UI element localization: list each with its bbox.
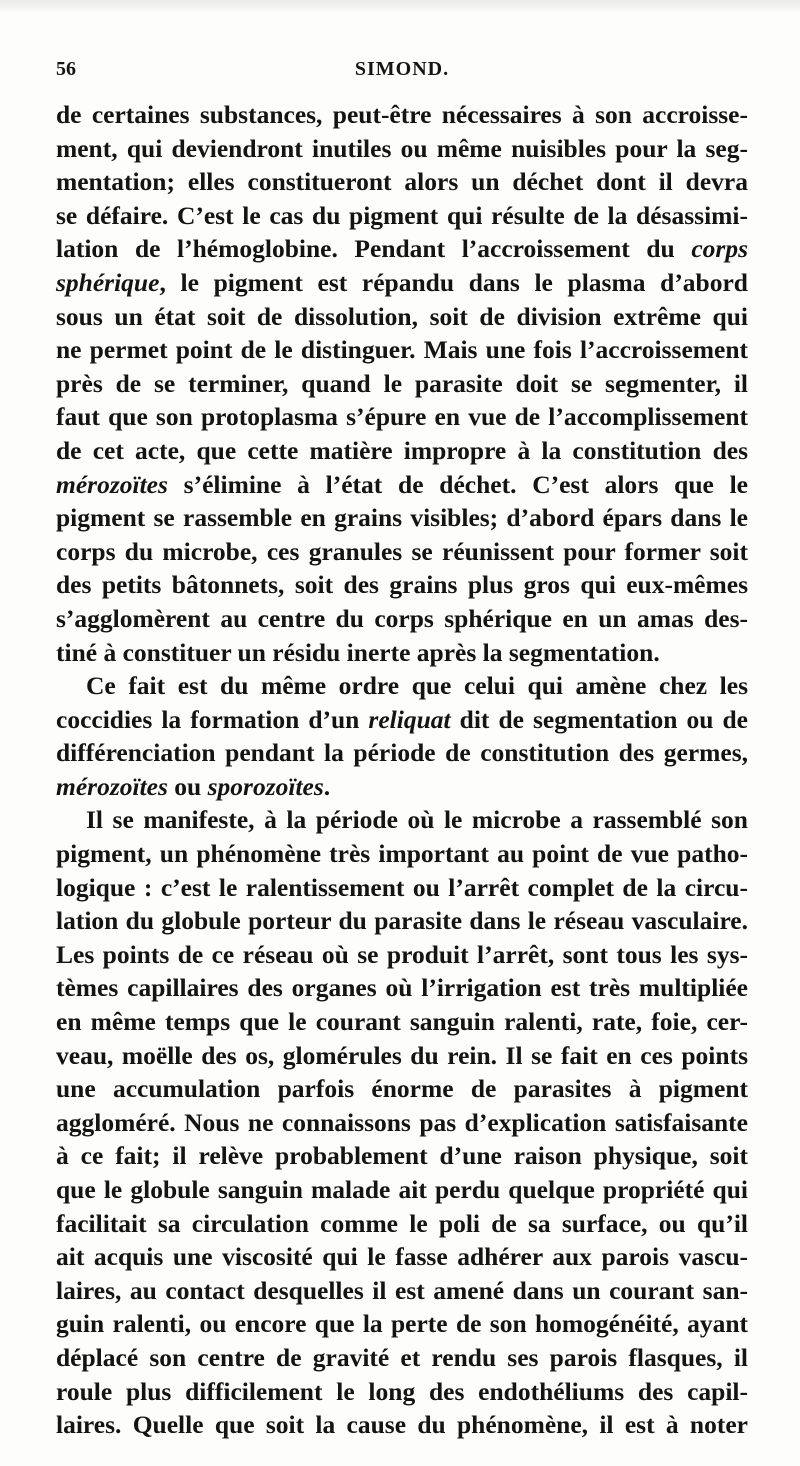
text-segment: une accumulation parfois énorme de parasites à pigment — [56, 1074, 748, 1104]
text-line — [56, 736, 748, 770]
text-segment: faut que son protoplasma s’épure en vue de l’accomplissement — [56, 402, 748, 432]
text-line — [56, 1408, 748, 1442]
text-segment: corps du microbe, ces granules se réunissent pour former soit — [56, 536, 748, 566]
text-segment: que le globule sanguin malade ait perdu quelque propriété qui — [56, 1175, 748, 1204]
text-segment: , le pigment est répandu dans le plasma d’abord — [159, 267, 748, 297]
text-line — [56, 904, 748, 938]
text-line — [56, 1072, 748, 1106]
text-segment: ment, qui deviendront inutiles ou même nuisibles pour la seg- — [56, 133, 748, 163]
scan-edge — [0, 0, 800, 14]
text-segment: laires. Quelle que soit la cause du phénomène, il est à noter — [56, 1410, 748, 1440]
text-segment: des petits bâtonnets, soit des grains plus gros qui eux-mêmes — [56, 570, 748, 600]
text-line — [56, 1240, 748, 1274]
italic-term: corps — [691, 234, 748, 264]
text-line — [56, 501, 748, 535]
text-segment: sous un état soit de dissolution, soit de division extrême qui — [56, 301, 748, 331]
text-line — [56, 636, 748, 670]
running-head: SIMOND. — [354, 58, 450, 80]
text-line — [56, 1139, 748, 1173]
page-header — [56, 58, 748, 88]
text-line — [56, 266, 748, 300]
italic-term: mérozoïtes — [56, 469, 168, 499]
text-line — [56, 333, 748, 367]
text-segment: facilitait sa circulation comme le poli de sa surface, ou qu’il — [56, 1208, 748, 1238]
italic-term: sphérique — [56, 267, 160, 297]
text-line — [56, 98, 748, 132]
text-line — [56, 300, 748, 334]
text-line — [56, 1039, 748, 1073]
text-line — [56, 468, 748, 502]
text-segment: tiné à constituer un résidu inerte après la segmentation. — [56, 637, 660, 667]
text-line — [56, 1307, 748, 1341]
text-line — [56, 938, 748, 972]
text-segment: lation du globule porteur du parasite dans le réseau vasculaire. — [56, 906, 748, 936]
text-segment: pigment se rassemble en grains visibles; d’abord épars dans le — [56, 503, 748, 533]
text-line — [56, 1375, 748, 1409]
text-line — [56, 770, 748, 804]
text-segment: roule plus difficilement le long des endothéliums des capil- — [56, 1376, 748, 1406]
body-text — [56, 98, 748, 1442]
text-line — [56, 1173, 748, 1207]
text-segment: laires, au contact desquelles il est amené dans un courant san- — [56, 1275, 748, 1305]
text-segment: de cet acte, que cette matière impropre à la constitution des — [56, 435, 748, 465]
text-line — [56, 1207, 748, 1241]
text-segment: ait acquis une viscosité qui le fasse adhérer aux parois vascu- — [56, 1242, 748, 1272]
text-segment: près de se terminer, quand le parasite doit se segmenter, il — [56, 368, 748, 398]
text-segment: en même temps que le courant sanguin ralenti, rate, foie, cer- — [56, 1007, 748, 1037]
text-segment: s’agglomèrent au centre du corps sphérique en un amas des- — [56, 603, 748, 633]
text-line — [56, 132, 748, 166]
text-line — [56, 837, 748, 871]
text-line — [56, 803, 748, 837]
text-segment: lation de l’hémoglobine. Pendant l’accroissement du — [56, 234, 692, 264]
text-segment: . — [323, 771, 331, 801]
text-segment: différenciation pendant la période de constitution des germes, — [56, 738, 748, 768]
text-line — [56, 199, 748, 233]
text-line — [56, 165, 748, 199]
text-line — [56, 1005, 748, 1039]
text-line — [56, 367, 748, 401]
text-segment: se défaire. C’est le cas du pigment qui résulte de la désassimi- — [56, 200, 748, 230]
page-number: 56 — [56, 58, 76, 80]
text-segment: à ce fait; il relève probablement d’une raison physique, soit — [56, 1141, 748, 1171]
text-segment: Ce fait est du même ordre que celui qui amène chez les — [86, 671, 748, 701]
text-segment: coccidies la formation d’un — [56, 704, 369, 734]
text-segment: mentation; elles constitueront alors un déchet dont il devra — [56, 167, 748, 197]
text-segment: déplacé son centre de gravité et rendu ses parois flasques, il — [56, 1342, 748, 1372]
text-segment: guin ralenti, ou encore que la perte de son homogénéité, ayant — [56, 1309, 748, 1339]
italic-term: sporozoïtes — [207, 771, 324, 801]
text-segment: tèmes capillaires des organes où l’irrigation est très multipliée — [56, 973, 748, 1003]
text-line — [56, 1106, 748, 1140]
text-line — [56, 703, 748, 737]
text-segment: Les points de ce réseau où se produit l’arrêt, sont tous les sys- — [56, 939, 748, 969]
text-line — [56, 1341, 748, 1375]
text-segment: de certaines substances, peut-être nécessaires à son accroisse- — [56, 100, 748, 129]
text-segment: logique : c’est le ralentissement ou l’arrêt complet de la circu- — [56, 872, 748, 902]
italic-term: mérozoïtes — [56, 771, 168, 801]
text-line — [56, 535, 748, 569]
text-line — [56, 568, 748, 602]
text-line — [56, 400, 748, 434]
text-segment: Il se manifeste, à la période où le microbe a rassemblé son — [86, 805, 748, 835]
text-line — [56, 1274, 748, 1308]
text-segment: dit de segmentation ou de — [450, 704, 748, 734]
text-segment: veau, moëlle des os, glomérules du rein. Il se fait en ces points — [56, 1040, 748, 1070]
text-segment: s’élimine à l’état de déchet. C’est alors que le — [167, 469, 748, 499]
italic-term: reliquat — [368, 704, 451, 734]
text-line — [56, 871, 748, 905]
text-line — [56, 232, 748, 266]
text-line — [56, 602, 748, 636]
text-line — [56, 971, 748, 1005]
text-segment: ou — [167, 771, 208, 801]
text-segment: aggloméré. Nous ne connaissons pas d’explication satisfaisante — [56, 1107, 748, 1137]
text-segment: ne permet point de le distinguer. Mais une fois l’accroissement — [56, 335, 748, 365]
text-line — [56, 434, 748, 468]
text-segment: pigment, un phénomène très important au point de vue patho- — [56, 839, 748, 869]
text-line — [56, 669, 748, 703]
